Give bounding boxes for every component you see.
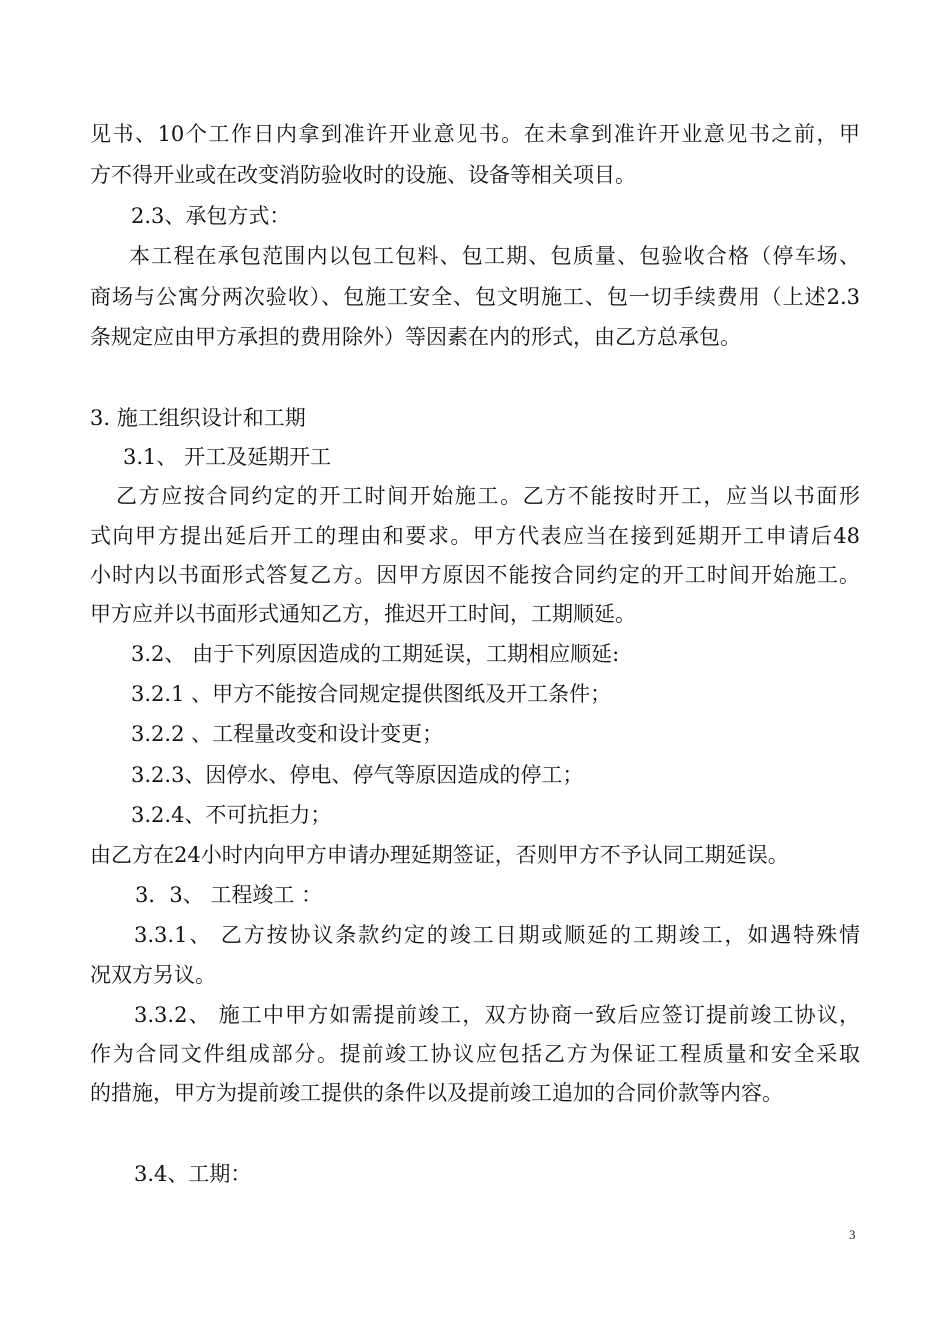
page-number: 3 bbox=[849, 1227, 856, 1242]
text-line: 方不得开业或在改变消防验收时的设施、设备等相关项目。 bbox=[90, 163, 636, 187]
list-item: 3.2.3、因停水、停电、停气等原因造成的停工； bbox=[131, 763, 584, 787]
list-item: 3.2.1 、甲方不能按合同规定提供图纸及开工条件； bbox=[131, 682, 612, 706]
text-line: 小时内以书面形式答复乙方。因甲方原因不能按合同约定的开工时间开始施工。 bbox=[90, 563, 860, 587]
text-line: 况双方另议。 bbox=[90, 963, 216, 987]
text-line: 作为合同文件组成部分。提前竣工协议应包括乙方为保证工程质量和安全采取 bbox=[90, 1042, 860, 1066]
subsection-heading: 3.4、工期： bbox=[134, 1162, 252, 1186]
section-heading: 2.3、承包方式： bbox=[131, 204, 291, 228]
text-line: 由乙方在24小时内向甲方申请办理延期签证，否则甲方不予认同工期延误。 bbox=[90, 843, 789, 867]
subsection-heading: 3.2、 由于下列原因造成的工期延误，工期相应顺延: bbox=[131, 642, 620, 666]
text-line: 的措施，甲方为提前竣工提供的条件以及提前竣工追加的合同价款等内容。 bbox=[90, 1081, 783, 1105]
subsection-heading: 3．3、 工程竣工 ： bbox=[135, 883, 323, 907]
text-line: 乙方应按合同约定的开工时间开始施工。乙方不能按时开工，应当以书面形 bbox=[116, 484, 860, 508]
text-line: 商场与公寓分两次验收）、包施工安全、包文明施工、包一切手续费用（上述2.3 bbox=[90, 285, 860, 309]
subsection-heading: 3.1、 开工及延期开工 bbox=[123, 445, 332, 469]
text-line: 条规定应由甲方承担的费用除外）等因素在内的形式，由乙方总承包。 bbox=[90, 325, 741, 349]
text-line: 见书、10个工作日内拿到准许开业意见书。在未拿到准许开业意见书之前，甲 bbox=[90, 122, 860, 146]
list-item: 3.2.4、不可抗拒力； bbox=[131, 803, 332, 827]
text-line: 3.3.2、 施工中甲方如需提前竣工，双方协商一致后应签订提前竣工协议， bbox=[134, 1003, 860, 1027]
text-line: 本工程在承包范围内以包工包料、包工期、包质量、包验收合格（停车场、 bbox=[129, 244, 860, 268]
text-line: 3.3.1、 乙方按协议条款约定的竣工日期或顺延的工期竣工，如遇特殊情 bbox=[134, 923, 860, 947]
section-heading: 3. 施工组织设计和工期 bbox=[90, 406, 306, 430]
list-item: 3.2.2 、工程量改变和设计变更； bbox=[131, 722, 444, 746]
text-line: 甲方应并以书面形式通知乙方，推迟开工时间，工期顺延。 bbox=[90, 602, 636, 626]
text-line: 式向甲方提出延后开工的理由和要求。甲方代表应当在接到延期开工申请后48 bbox=[90, 524, 860, 548]
